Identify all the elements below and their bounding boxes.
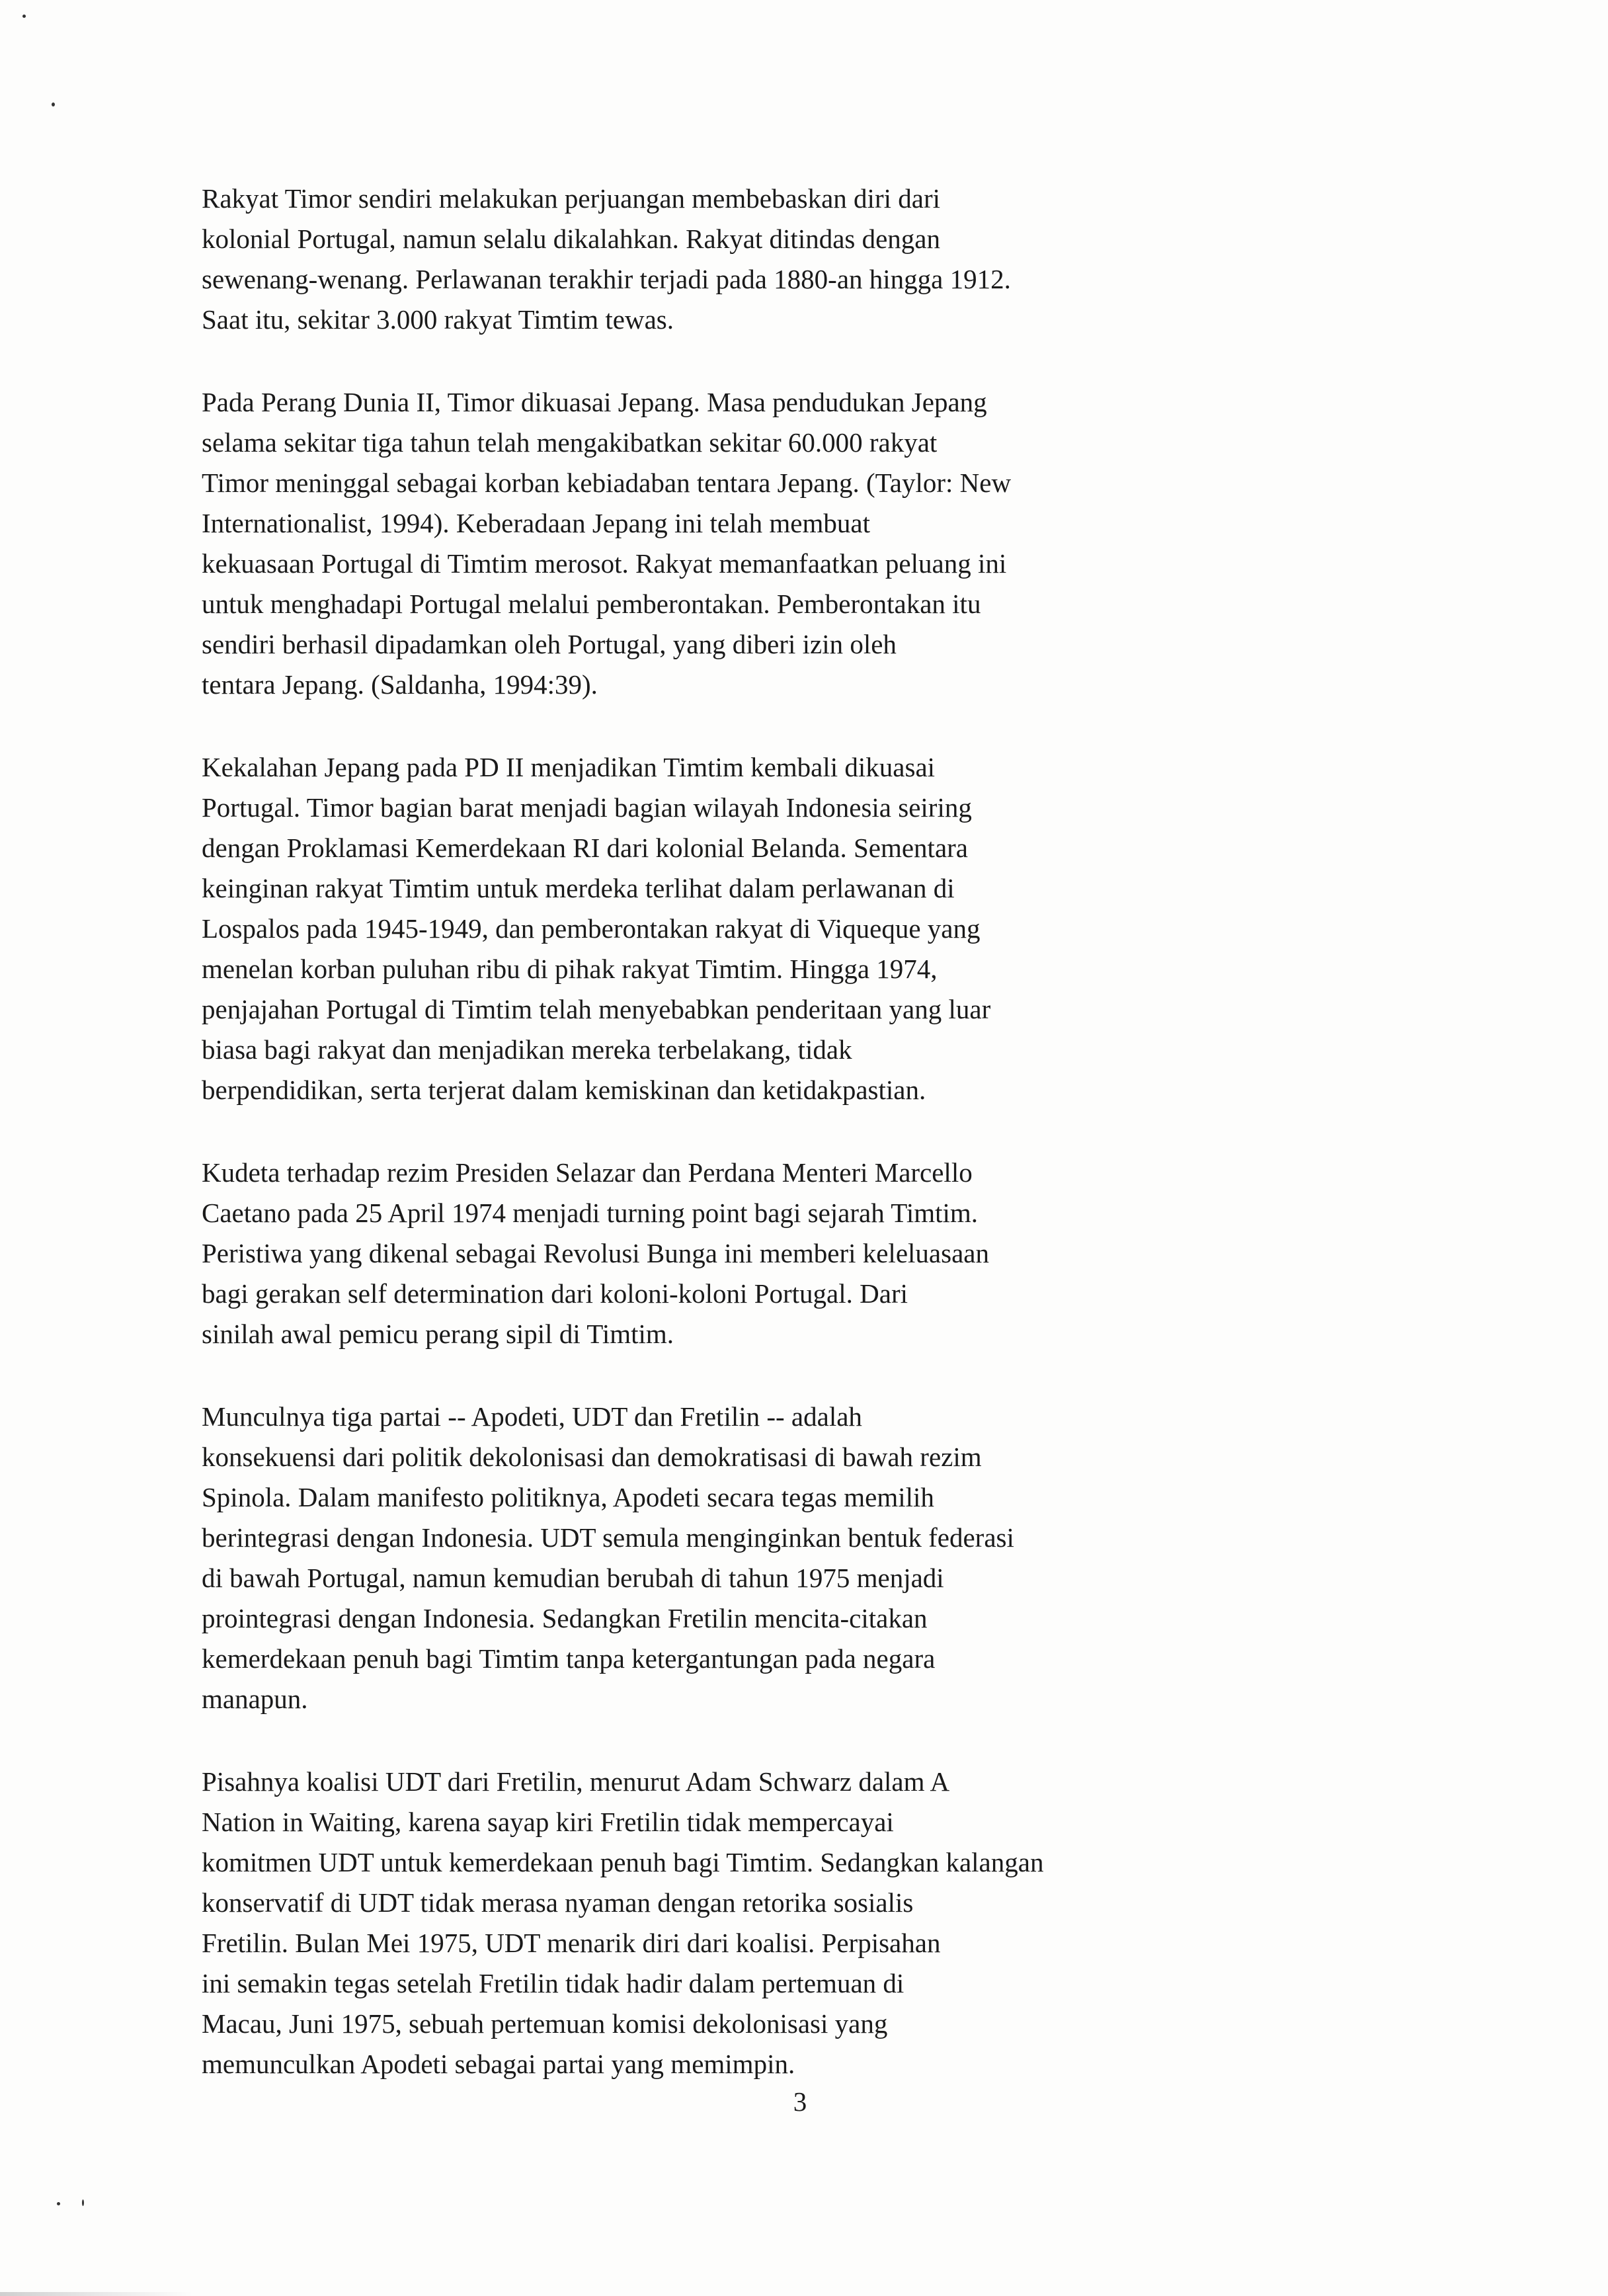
text-line: memunculkan Apodeti sebagai partai yang memimpin. (202, 2049, 795, 2079)
text-line: keinginan rakyat Timtim untuk merdeka terlihat dalam perlawanan di (202, 873, 955, 903)
text-line: Nation in Waiting, karena sayap kiri Fretilin tidak mempercayai (202, 1807, 894, 1837)
text-line: biasa bagi rakyat dan menjadikan mereka terbelakang, tidak (202, 1034, 852, 1065)
text-line: di bawah Portugal, namun kemudian berubah di tahun 1975 menjadi (202, 1563, 944, 1593)
text-line: kemerdekaan penuh bagi Timtim tanpa ketergantungan pada negara (202, 1643, 936, 1674)
text-line: Kudeta terhadap rezim Presiden Selazar dan Perdana Menteri Marcello (202, 1157, 973, 1188)
paragraph-5 (202, 1397, 1299, 1719)
page-number: 3 (793, 2086, 807, 2117)
text-line: Fretilin. Bulan Mei 1975, UDT menarik diri dari koalisi. Perpisahan (202, 1928, 941, 1958)
text-line: prointegrasi dengan Indonesia. Sedangkan Fretilin mencita-citakan (202, 1603, 928, 1633)
text-line: konsekuensi dari politik dekolonisasi dan demokratisasi di bawah rezim (202, 1442, 982, 1472)
scan-speck (57, 2202, 60, 2205)
text-line: komitmen UDT untuk kemerdekaan penuh bagi Timtim. Sedangkan kalangan (202, 1847, 1044, 1877)
text-line: Spinola. Dalam manifesto politiknya, Apodeti secara tegas memilih (202, 1482, 934, 1512)
text-line: konservatif di UDT tidak merasa nyaman dengan retorika sosialis (202, 1887, 914, 1918)
text-line: untuk menghadapi Portugal melalui pemberontakan. Pemberontakan itu (202, 589, 981, 619)
text-line: sinilah awal pemicu perang sipil di Timtim. (202, 1319, 674, 1349)
text-line: Macau, Juni 1975, sebuah pertemuan komisi dekolonisasi yang (202, 2008, 888, 2039)
paragraph-4 (202, 1153, 1299, 1354)
text-line: Lospalos pada 1945-1949, dan pemberontakan rakyat di Viqueque yang (202, 913, 981, 944)
scan-speck (52, 102, 55, 106)
scan-speck (82, 2199, 84, 2206)
scan-speck (22, 15, 26, 18)
text-line: ini semakin tegas setelah Fretilin tidak hadir dalam pertemuan di (202, 1968, 904, 1998)
paragraph-3 (202, 747, 1299, 1110)
text-line: sewenang-wenang. Perlawanan terakhir terjadi pada 1880-an hingga 1912. (202, 264, 1011, 294)
text-line: dengan Proklamasi Kemerdekaan RI dari kolonial Belanda. Sementara (202, 833, 968, 863)
text-line: sendiri berhasil dipadamkan oleh Portugal, yang diberi izin oleh (202, 629, 897, 659)
text-line: Portugal. Timor bagian barat menjadi bagian wilayah Indonesia seiring (202, 792, 972, 823)
text-line: kekuasaan Portugal di Timtim merosot. Rakyat memanfaatkan peluang ini (202, 548, 1007, 579)
text-line: berpendidikan, serta terjerat dalam kemiskinan dan ketidakpastian. (202, 1075, 926, 1105)
text-line: tentara Jepang. (Saldanha, 1994:39). (202, 669, 598, 700)
text-line: penjajahan Portugal di Timtim telah menyebabkan penderitaan yang luar (202, 994, 991, 1024)
text-line: Timor meninggal sebagai korban kebiadaban tentara Jepang. (Taylor: New (202, 468, 1012, 498)
text-line: menelan korban puluhan ribu di pihak rakyat Timtim. Hingga 1974, (202, 954, 938, 984)
text-line: Internationalist, 1994). Keberadaan Jepang ini telah membuat (202, 508, 870, 538)
text-line: Saat itu, sekitar 3.000 rakyat Timtim tewas. (202, 304, 674, 335)
text-line: Pisahnya koalisi UDT dari Fretilin, menurut Adam Schwarz dalam A (202, 1766, 950, 1797)
text-line: selama sekitar tiga tahun telah mengakibatkan sekitar 60.000 rakyat (202, 427, 938, 458)
text-line: berintegrasi dengan Indonesia. UDT semula menginginkan bentuk federasi (202, 1522, 1014, 1553)
paragraph-1 (202, 179, 1299, 340)
text-line: Kekalahan Jepang pada PD II menjadikan Timtim kembali dikuasai (202, 752, 936, 782)
text-line: Peristiwa yang dikenal sebagai Revolusi Bunga ini memberi keleluasaan (202, 1238, 989, 1268)
scan-edge (0, 2292, 1608, 2296)
paragraph-6 (202, 1762, 1299, 2084)
text-line: bagi gerakan self determination dari koloni-koloni Portugal. Dari (202, 1278, 908, 1309)
text-line: Munculnya tiga partai -- Apodeti, UDT dan Fretilin -- adalah (202, 1401, 862, 1432)
text-line: manapun. (202, 1684, 308, 1714)
text-line: Caetano pada 25 April 1974 menjadi turning point bagi sejarah Timtim. (202, 1198, 979, 1228)
text-line: Rakyat Timor sendiri melakukan perjuangan membebaskan diri dari (202, 183, 940, 214)
paragraph-2 (202, 382, 1299, 705)
text-line: Pada Perang Dunia II, Timor dikuasai Jepang. Masa pendudukan Jepang (202, 387, 987, 417)
text-line: kolonial Portugal, namun selalu dikalahkan. Rakyat ditindas dengan (202, 224, 941, 254)
body-text (202, 179, 1299, 2127)
